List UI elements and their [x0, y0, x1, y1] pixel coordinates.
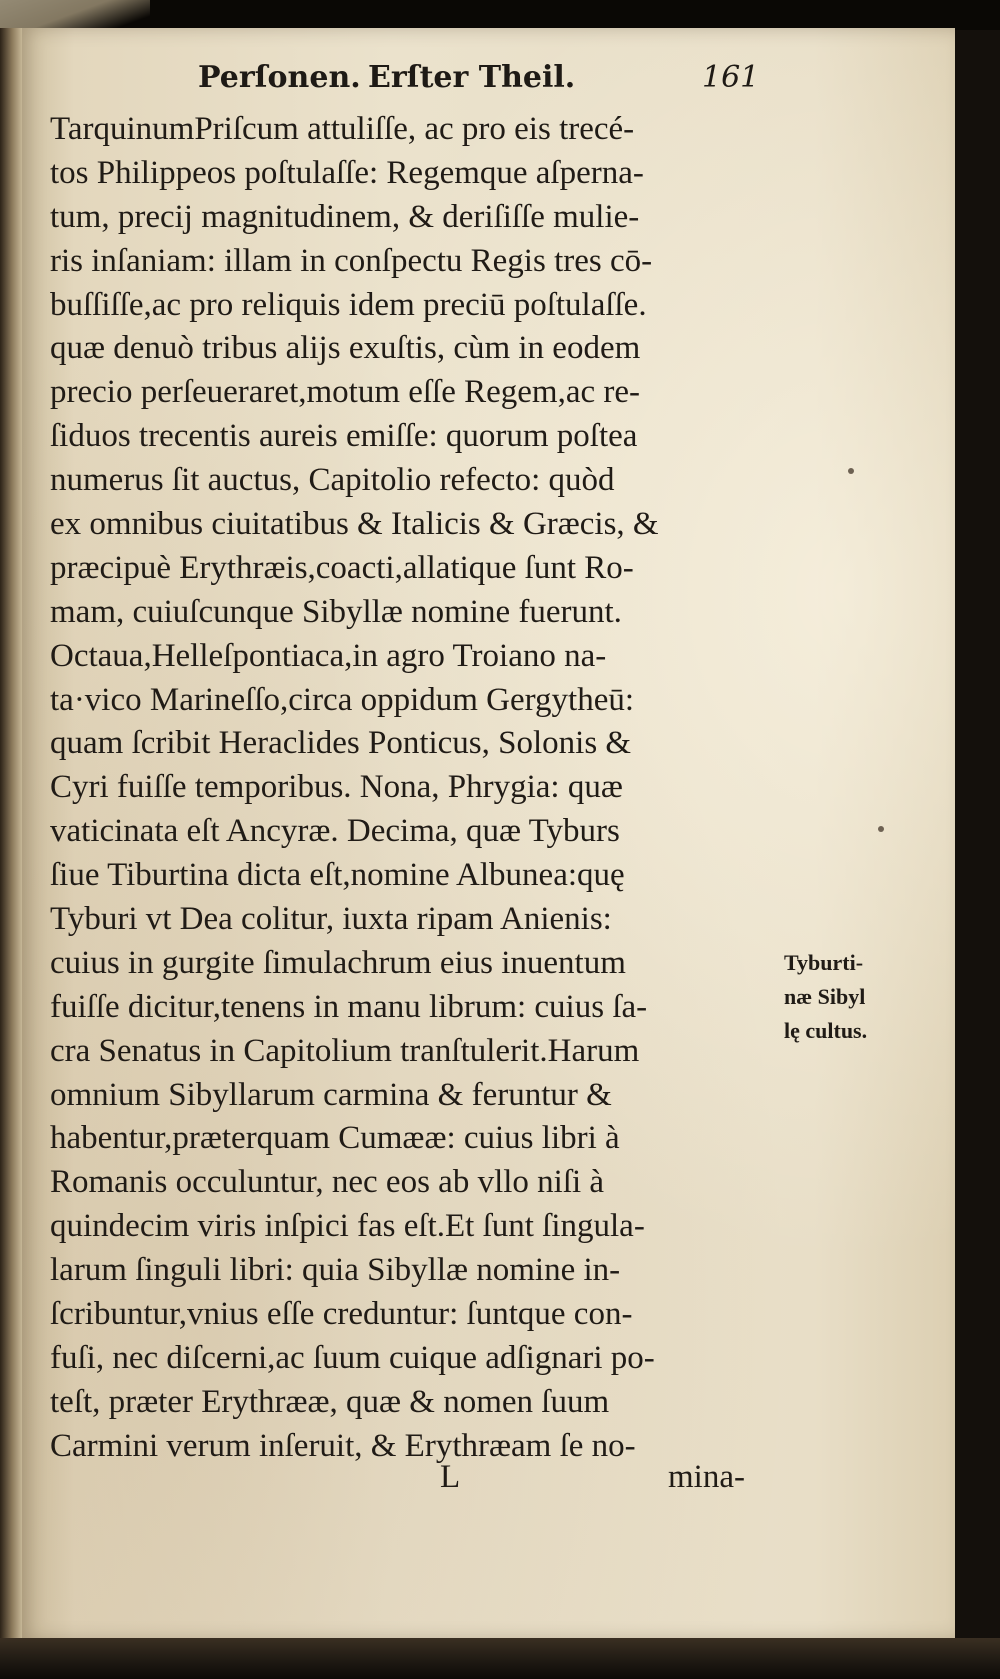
text-line: ex omnibus ciuitatibus & Italicis & Græcis, & — [50, 506, 659, 543]
text-line: Carmini verum inſeruit, & Erythræam ſe no- — [50, 1427, 636, 1464]
text-line: fuiſſe dicitur,tenens in manu librum: cuius ſa- — [50, 988, 648, 1025]
text-line: quæ denuò tribus alijs exuſtis, cùm in eodem — [50, 330, 641, 367]
catchword: mina- — [668, 1459, 745, 1495]
margin-note — [784, 946, 934, 1048]
dark-background-top — [0, 0, 1000, 30]
text-line: ris inſaniam: illam in conſpectu Regis tres cō- — [50, 242, 653, 279]
text-line: fuſi, nec diſcerni,ac ſuum cuique adſignari po- — [50, 1339, 655, 1376]
margin-note-line: næ Sibyl — [784, 984, 866, 1009]
text-line: ſcribuntur,vnius eſſe creduntur: ſuntque con- — [50, 1296, 633, 1333]
text-line: omnium Sibyllarum carmina & feruntur & — [50, 1076, 612, 1113]
margin-note-line: lę cultus. — [784, 1018, 868, 1043]
text-line: buſſiſſe,ac pro reliquis idem preciū poſtulaſſe. — [50, 286, 647, 323]
ink-speck — [878, 826, 884, 832]
text-line: ta·vico Marineſſo,circa oppidum Gergytheū: — [50, 681, 635, 718]
text-line: Romanis occuluntur, nec eos ab vllo niſi à — [50, 1164, 605, 1201]
text-line: Cyri fuiſſe temporibus. Nona, Phrygia: quæ — [50, 769, 623, 806]
text-line: ſiue Tiburtina dicta eſt,nomine Albunea:quę — [50, 857, 625, 894]
text-line: teſt, præter Erythrææ, quæ & nomen ſuum — [50, 1383, 610, 1420]
signature-mark: L — [440, 1459, 461, 1495]
page-footer — [50, 1459, 780, 1503]
text-line: Tyburi vt Dea colitur, iuxta ripam Anienis: — [50, 901, 612, 938]
text-line: tos Philippeos poſtulaſſe: Regemque aſperna- — [50, 154, 644, 191]
running-head-person: Perſonen. — [198, 60, 361, 95]
text-line: larum ſinguli libri: quia Sibyllæ nomine in- — [50, 1252, 621, 1289]
book-binding-shadow — [0, 28, 22, 1640]
text-line: numerus ſit auctus, Capitolio refecto: quòd — [50, 462, 615, 499]
text-line: cra Senatus in Capitolium tranſtulerit.Harum — [50, 1032, 640, 1069]
text-line: quindecim viris inſpici fas eſt.Et ſunt ſingula- — [50, 1208, 645, 1245]
ink-speck — [848, 468, 854, 474]
text-line: vaticinata eſt Ancyræ. Decima, quæ Tyburs — [50, 813, 620, 850]
text-line: præcipuè Erythræis,coacti,allatique ſunt Ro- — [50, 549, 634, 586]
running-head — [170, 56, 770, 106]
page-bottom-edge — [0, 1638, 1000, 1679]
text-line: ſiduos trecentis aureis emiſſe: quorum poſtea — [50, 418, 638, 455]
page-number: 161 — [702, 60, 760, 95]
text-line: habentur,præterquam Cumææ: cuius libri à — [50, 1120, 620, 1157]
margin-note-line: Tyburti- — [784, 950, 864, 975]
running-head-part: Erſter Theil. — [368, 60, 576, 95]
text-line: TarquinumPriſcum attuliſſe, ac pro eis trecé- — [50, 111, 635, 147]
text-line: quam ſcribit Heraclides Ponticus, Solonis & — [50, 725, 632, 762]
text-line: Octaua,Helleſpontiaca,in agro Troiano na- — [50, 637, 607, 674]
body-text — [50, 108, 780, 1469]
text-line: tum, precij magnitudinem, & deriſiſſe mulie- — [50, 198, 640, 235]
text-line: mam, cuiuſcunque Sibyllæ nomine fuerunt. — [50, 593, 622, 630]
text-line: precio perſeueraret,motum eſſe Regem,ac re- — [50, 374, 641, 411]
text-line: cuius in gurgite ſimulachrum eius inuentum — [50, 944, 626, 981]
